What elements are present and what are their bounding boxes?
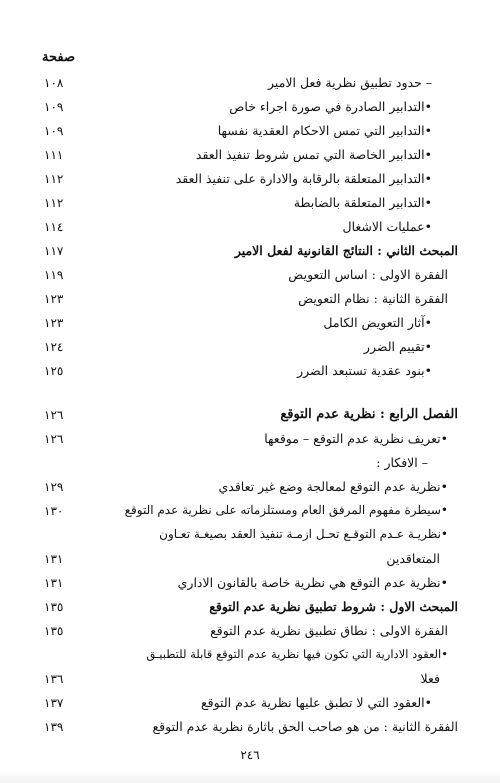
toc-row bbox=[0, 168, 500, 192]
toc-row-section bbox=[0, 596, 500, 620]
subsection-heading: الفقرة الاولى : اساس التعويض bbox=[288, 267, 448, 282]
toc-entry-text: – حدود تطبيق نظرية فعل الامير bbox=[268, 75, 432, 90]
toc-entry-text: •العقود التي لا تطبق عليها نظرية عدم التوقع bbox=[200, 695, 432, 710]
toc-entry-text: •التدابير المتعلقة بالرقابة والادارة على تنفيذ العقد bbox=[175, 171, 432, 186]
toc-entry-text: •نظرية عدم التوقع هي نظرية خاصة بالقانون الاداري bbox=[177, 575, 448, 590]
toc-row bbox=[0, 192, 500, 216]
page-number: ١٢٩ bbox=[44, 480, 64, 494]
toc-row bbox=[0, 360, 500, 384]
page-number: ١٢٦ bbox=[44, 408, 64, 422]
page-number: ١٢٥ bbox=[44, 364, 64, 378]
toc-row bbox=[0, 620, 500, 644]
toc-row bbox=[0, 336, 500, 360]
page-footer-number: ٢٤٦ bbox=[240, 748, 260, 762]
toc-entry-text: – الافكار : bbox=[376, 455, 428, 470]
toc-row bbox=[0, 144, 500, 168]
section-heading: المبحث الاول : شروط تطبيق نظرية عدم التوقع bbox=[209, 599, 458, 614]
page-number: ١٣١ bbox=[44, 576, 64, 590]
toc-entry-text: •التدابير الصادرة في صورة اجراء خاص bbox=[229, 99, 432, 114]
chapter-heading: الفصل الرابع : نظرية عدم التوقع bbox=[280, 407, 458, 422]
toc-entry-text: •نظرية عدم التوقع لمعالجة وضع غير تعاقدي bbox=[218, 479, 448, 494]
page-number: ١١٩ bbox=[44, 268, 64, 282]
toc-entry-text: •العقود الادارية التي تكون فيها نظرية عدم التوقع قابلة للتطبيـق bbox=[146, 647, 448, 661]
toc-row bbox=[0, 500, 500, 524]
toc-row bbox=[0, 668, 500, 692]
toc-row bbox=[0, 692, 500, 716]
toc-entry-text: •التدابير المتعلقة بالضابطة bbox=[293, 195, 432, 210]
page-number: ١٣٩ bbox=[44, 720, 64, 734]
page-number: ١٠٨ bbox=[44, 76, 64, 90]
toc-entry-text: •نظريـة عـدم التوقـع تحـل ازمـة تنفيذ العقد بصيغـة تعـاون bbox=[159, 527, 448, 541]
page-number: ١١٢ bbox=[44, 196, 64, 210]
toc-row bbox=[0, 716, 500, 740]
page-number: ١٢٣ bbox=[44, 316, 64, 330]
toc-row bbox=[0, 264, 500, 288]
toc-row bbox=[0, 524, 500, 548]
toc-entry-text: •آثار التعويض الكامل bbox=[323, 315, 432, 330]
toc-row-chapter bbox=[0, 404, 500, 428]
toc-row bbox=[0, 216, 500, 240]
toc-row bbox=[0, 548, 500, 572]
toc-entry-text: •التدابير الخاصة التي تمس شروط تنفيذ العقد bbox=[195, 147, 432, 162]
page-number: ١١٢ bbox=[44, 172, 64, 186]
toc-entry-continuation: فعلا bbox=[420, 671, 440, 686]
toc-entry-text: •التدابير التي تمس الاحكام العقدية نفسها bbox=[217, 123, 432, 138]
toc-entry-text: •تقييم الضرر bbox=[363, 339, 432, 354]
toc-entry-text: •تعريف نظرية عدم التوقع – موقعها bbox=[264, 431, 448, 446]
page-number: ١٣٠ bbox=[44, 504, 64, 518]
toc-row bbox=[0, 120, 500, 144]
toc-row bbox=[0, 96, 500, 120]
toc-row bbox=[0, 452, 500, 476]
section-heading: المبحث الثاني : النتائج القانونية لفعل الامير bbox=[234, 243, 458, 258]
page-number: ١٢٣ bbox=[44, 292, 64, 306]
toc-row bbox=[0, 476, 500, 500]
toc-row bbox=[0, 572, 500, 596]
page-number: ١٠٩ bbox=[44, 124, 64, 138]
page-number: ١١٤ bbox=[44, 220, 64, 234]
page-number: ١٣٦ bbox=[44, 672, 64, 686]
page-number: ١١٧ bbox=[44, 244, 64, 258]
toc-row bbox=[0, 312, 500, 336]
page-number: ١٣٧ bbox=[44, 696, 64, 710]
page-number: ١٠٩ bbox=[44, 100, 64, 114]
page-number: ١٢٤ bbox=[44, 340, 64, 354]
toc-entry-text: •بنود عقدية تستبعد الضرر bbox=[297, 363, 432, 378]
toc-row-section bbox=[0, 240, 500, 264]
page-bottom-edge bbox=[0, 770, 500, 783]
toc-entry-text: •سيطرة مفهوم المرفق العام ومستلزماته على نظرية عدم التوقع bbox=[124, 503, 448, 517]
page-number: ١٢٦ bbox=[44, 432, 64, 446]
page-number: ١٣٥ bbox=[44, 624, 64, 638]
page-number: ١٣١ bbox=[44, 552, 64, 566]
page-column-header: صفحة bbox=[42, 50, 75, 65]
toc-entry-continuation: المتعاقدين bbox=[386, 551, 440, 566]
page-number: ١٣٥ bbox=[44, 600, 64, 614]
toc-entry-text: •عمليات الاشغال bbox=[342, 219, 432, 234]
subsection-heading: الفقرة الثانية : نظام التعويض bbox=[298, 291, 448, 306]
toc-row bbox=[0, 428, 500, 452]
subsection-heading: الفقرة الاولى : نطاق تطبيق نظرية عدم التوقع bbox=[210, 623, 448, 638]
page-number: ١١١ bbox=[44, 148, 64, 162]
toc-row bbox=[0, 288, 500, 312]
toc-row bbox=[0, 644, 500, 668]
subsection-heading: الفقرة الثانية : من هو صاحب الحق باثارة نظرية عدم التوقع bbox=[152, 719, 458, 734]
toc-row bbox=[0, 72, 500, 96]
